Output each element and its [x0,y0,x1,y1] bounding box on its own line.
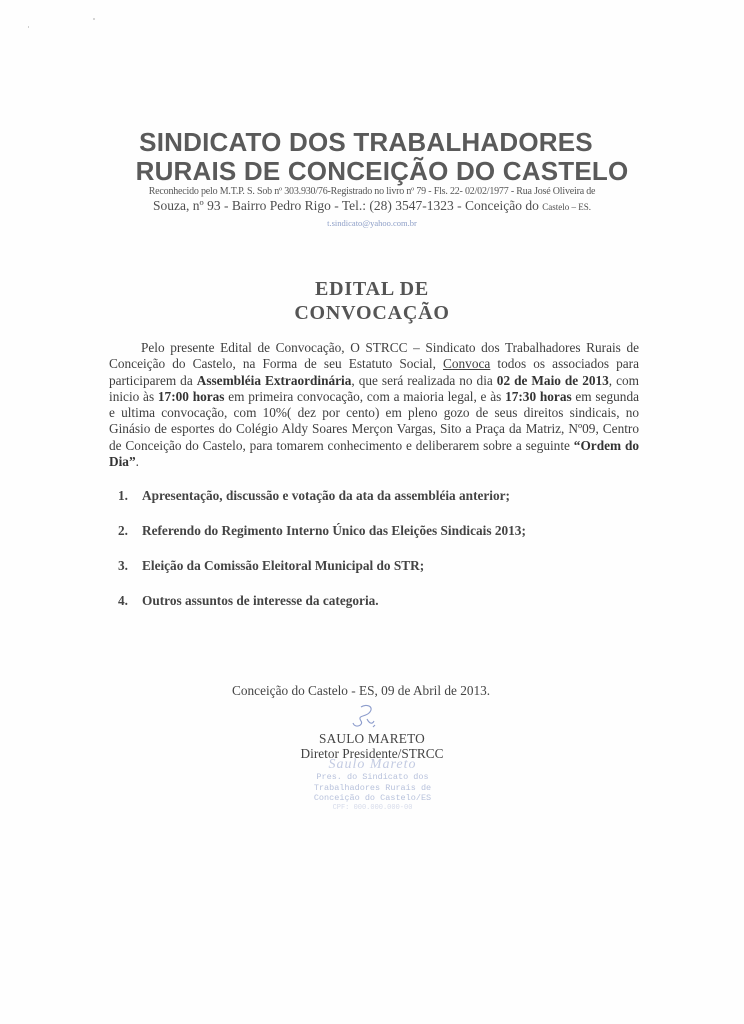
body-text: em segunda e ultima convocação, com 10%( dez por cento) em pleno gozo de seus direitos sindicais, no Ginásio de esportes do Colégio Aldy Soares Merçon Vargas, Sito a Praça da Matriz, Nº09, Centro de Conceição do Castelo, para tomarem conhecimento e deliberarem sobre a seguinte [109,388,639,453]
stamp-line: Conceição do Castelo/ES [313,793,432,803]
signer-name: SAULO MARETO [319,731,425,746]
scan-speck [93,18,95,20]
body-text: Pelo presente Edital de Convocação, O STRCC – Sindicato dos Trabalhadores Rurais de Conceição do Castelo, na Forma de seu Estatuto Social, [109,340,639,372]
agenda-item [118,522,526,557]
place-and-date: Conceição do Castelo - ES, 09 de Abril de 2013. [232,683,491,698]
second-call-time: 17:30 horas [505,388,572,404]
signer-role: Diretor Presidente/STRCC [300,746,444,761]
body-paragraph [109,340,639,470]
assembly-type: Assembléia Extraordinária [196,372,352,388]
agenda-item-number: 3. [118,558,128,573]
scan-speck [28,26,29,28]
convoca-underlined: Convoca [443,356,491,372]
body-text: em primeira convocação, com a maioria legal, e às [224,388,506,404]
org-address [0,198,744,214]
org-address-main: Souza, nº 93 - Bairro Pedro Rigo - Tel.: (28) 3547-1323 - Conceição do [153,198,543,213]
body-text: , com inicio às [109,372,640,404]
agenda-item [118,557,526,592]
stamp-line: Trabalhadores Rurais de [313,782,432,793]
agenda-item-text: Apresentação, discussão e votação da ata da assembléia anterior; [142,488,510,503]
agenda-item-number: 2. [118,523,128,538]
stamp-line: Pres. do Sindicato dos [316,772,429,782]
stamp-name: Saulo Mareto [328,757,417,772]
body-text: todos os associados para participarem da [109,356,639,388]
agenda-item [118,487,526,522]
first-call-time: 17:00 horas [157,388,225,404]
org-address-small: Castelo – ES. [542,202,591,212]
document-title-line2: CONVOCAÇÃO [294,302,450,324]
agenda-item-text: Outros assuntos de interesse da categoria. [142,593,379,608]
org-registration: Reconhecido pelo M.T.P. S. Sob nº 303.930/76-Registrado no livro nº 79 - Fls. 22- 02/02/1977 - Rua José Oliveira de [148,186,596,197]
body-text: . [135,454,139,470]
agenda-item [118,592,526,627]
stamp-line-faint: CPF: 000.000.000-00 [332,803,413,812]
agenda-item-text: Eleição da Comissão Eleitoral Municipal do STR; [142,558,425,573]
body-text: , que será realizada no dia [351,372,497,388]
org-name-line1: SINDICATO DOS TRABALHADORES [139,127,593,157]
agenda-item-text: Referendo do Regimento Interno Único das Eleições Sindicais 2013; [142,523,526,538]
agenda-item-number: 4. [118,593,128,608]
document-title-line1: EDITAL DE [314,278,430,300]
official-stamp [290,758,455,813]
org-name-line2: RURAIS DE CONCEIÇÃO DO CASTELO [135,156,629,186]
agenda-reference: “Ordem do Dia” [109,437,639,470]
org-email: t.sindicato@yahoo.com.br [327,218,417,228]
signature-icon [347,703,381,733]
assembly-date: 02 de Maio de 2013 [496,372,609,388]
agenda-list [118,487,526,627]
agenda-item-number: 1. [118,488,128,503]
